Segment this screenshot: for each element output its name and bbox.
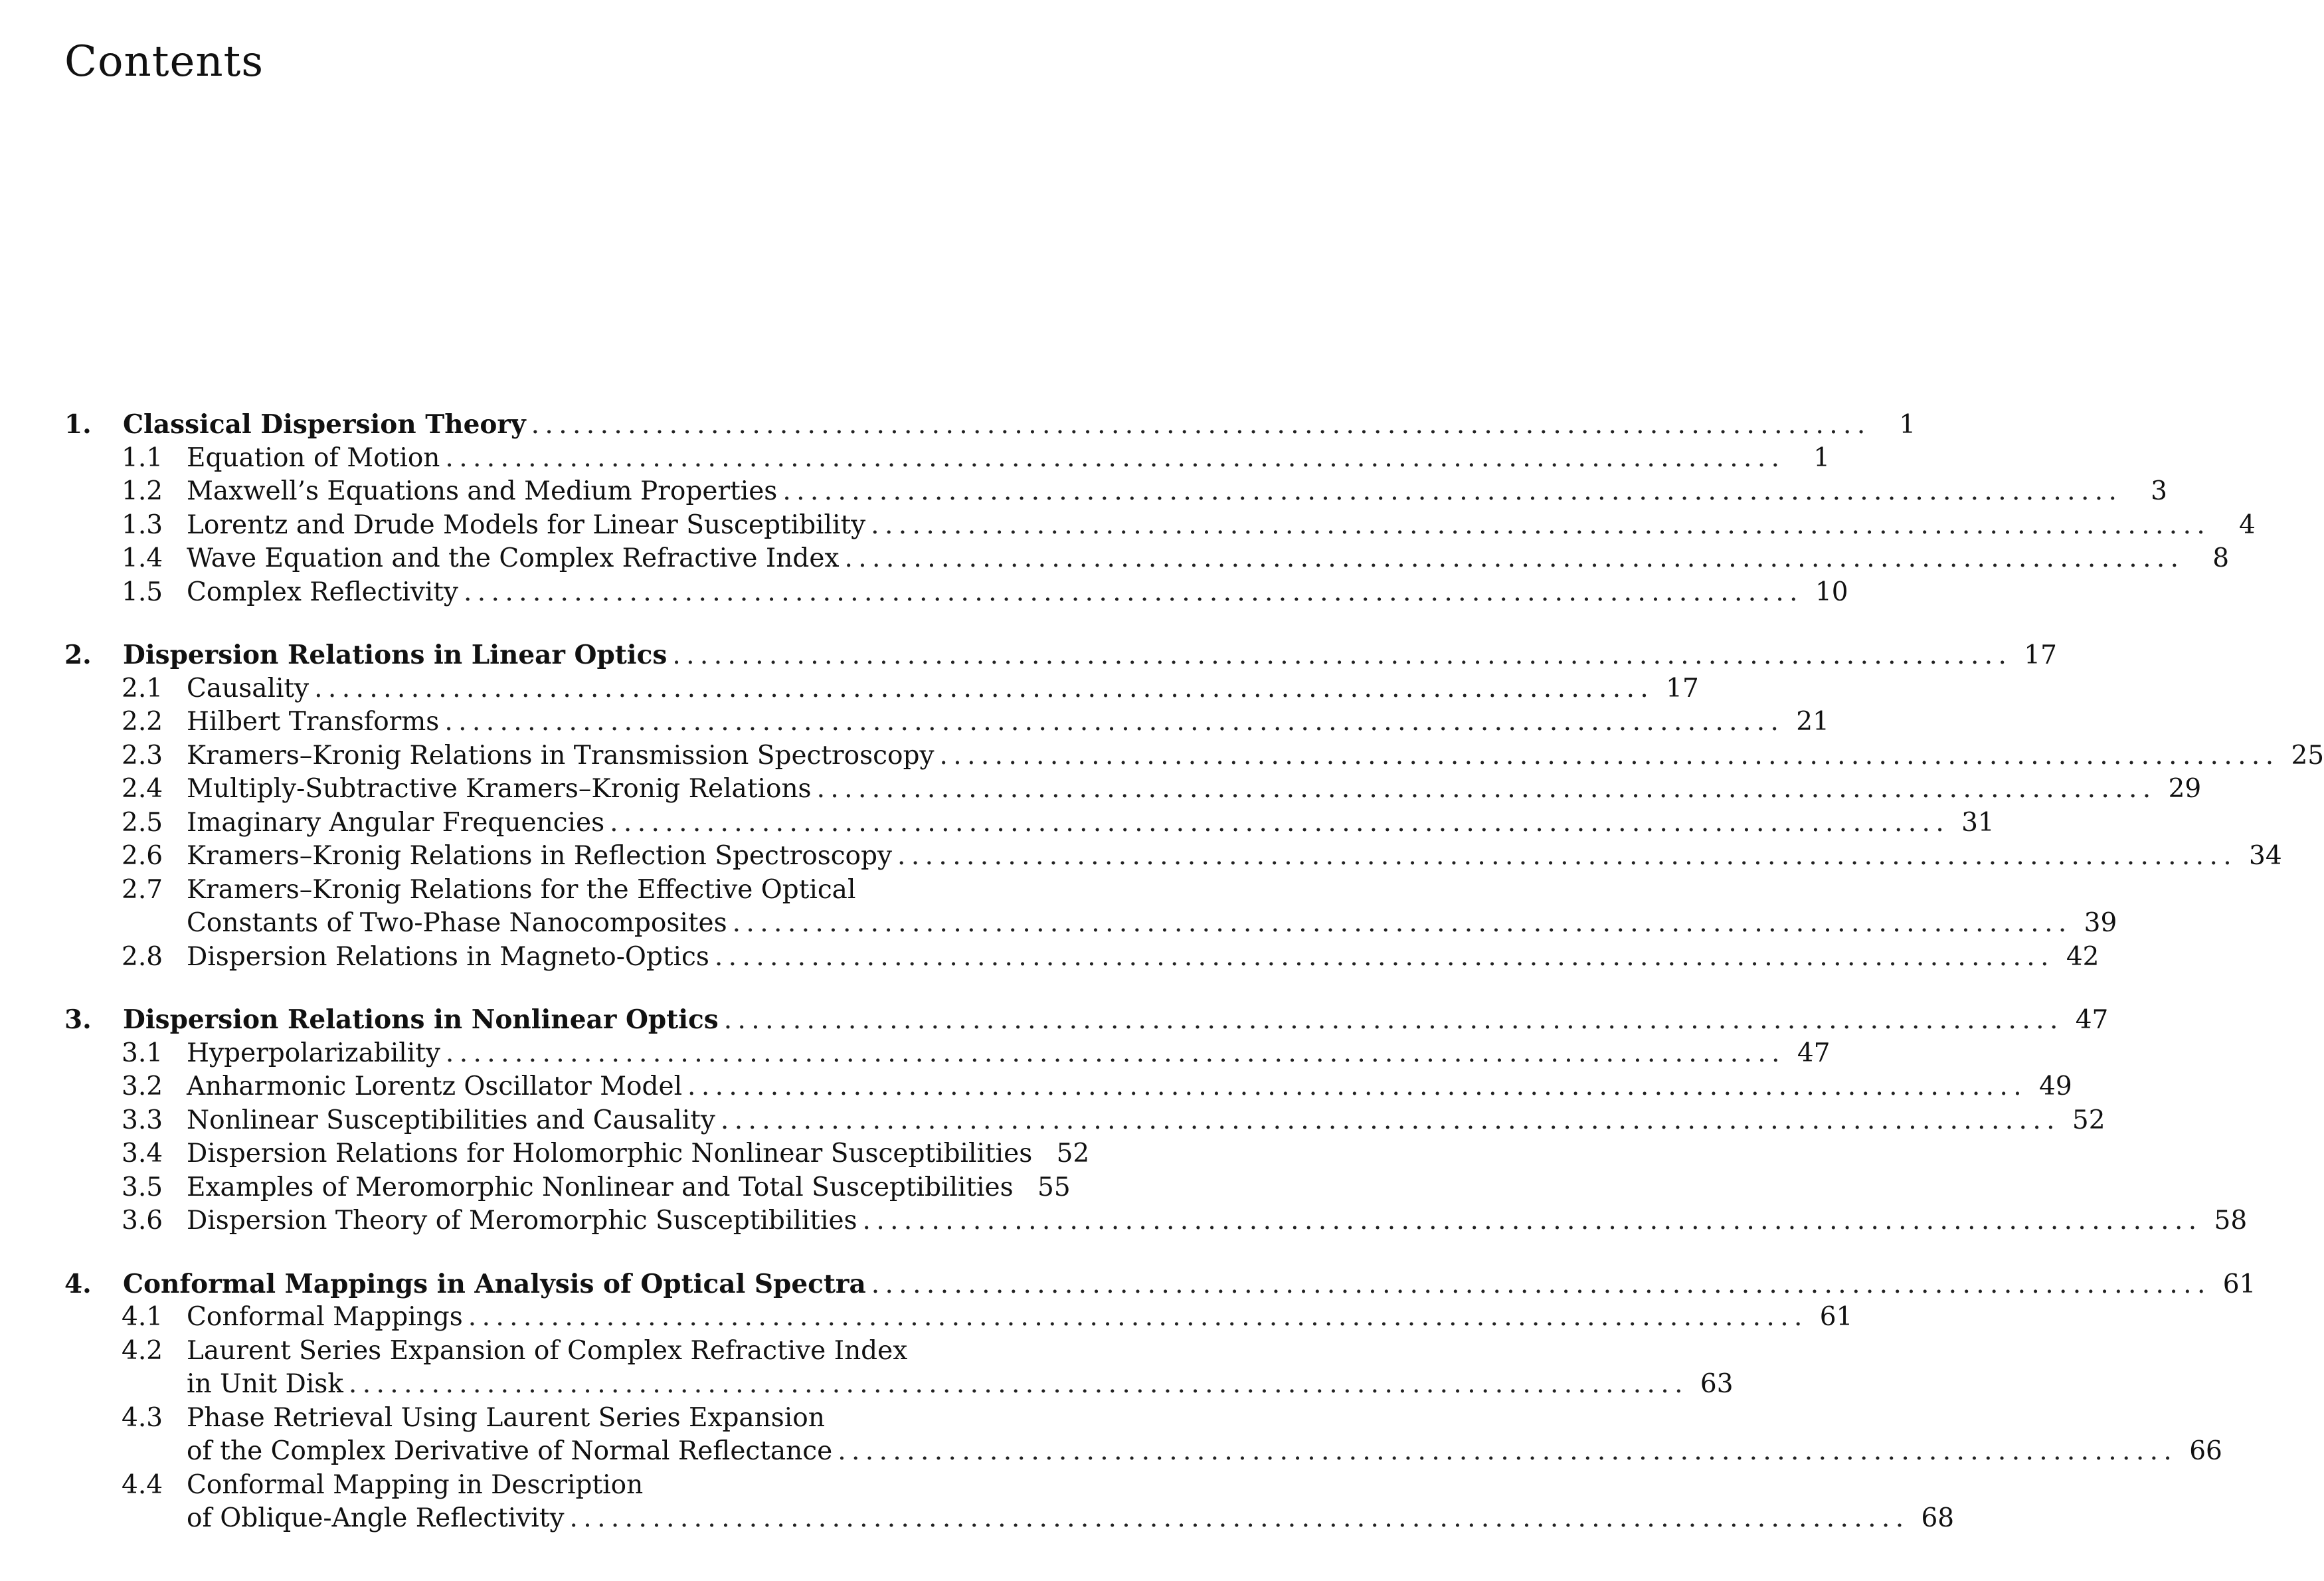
section-title-continued: of Oblique-Angle Reflectivity [187,1503,565,1533]
dot-leader [897,840,2230,874]
dot-leader [444,705,1777,739]
section-number: 3.5 [122,1172,163,1202]
page-number: 1 [1813,442,1831,473]
section-number: 3.3 [122,1105,163,1135]
section-title: Anharmonic Lorentz Oscillator Model [187,1071,683,1101]
page-number: 66 [2189,1436,2222,1466]
page-number: 47 [2075,1005,2109,1035]
section-title: Dispersion Relations for Holomorphic Nonlinear Susceptibilities [187,1139,1033,1168]
section-title: Maxwell’s Equations and Medium Properties [187,476,778,506]
section-number: 4.1 [122,1302,163,1332]
section-title: Kramers–Kronig Relations in Reflection Spectroscopy [187,841,893,871]
section-number: 3.6 [122,1206,163,1236]
toc-section-entry-continued[interactable] [64,907,2117,941]
toc-section-entry[interactable] [64,475,2167,509]
toc-section-entry-continued[interactable] [64,1368,1734,1402]
page-number: 47 [1797,1038,1831,1068]
dot-leader [531,409,1864,442]
dot-leader [468,1301,1801,1335]
dot-leader [446,1037,1779,1071]
page-number: 61 [1819,1302,1853,1332]
section-number: 2.4 [122,774,163,804]
toc-section-entry[interactable] [64,1104,2105,1138]
section-number: 1.3 [122,510,163,540]
toc-section-entry[interactable] [64,1204,2248,1238]
page-number: 68 [1921,1503,1955,1533]
section-title: Dispersion Relations in Magneto-Optics [187,941,709,972]
page-number: 8 [2212,543,2230,573]
dot-leader [871,509,2204,543]
toc-section-entry[interactable] [64,672,1699,706]
page-number: 58 [2214,1206,2248,1236]
dot-leader [721,1104,2054,1138]
chapter-title: Conformal Mappings in Analysis of Optical Spectra [123,1268,866,1299]
section-title: Equation of Motion [187,442,440,473]
chapter-number: 3. [64,1004,92,1035]
page-number: 1 [1899,410,1916,440]
section-number: 2.5 [122,807,163,838]
page-number: 49 [2039,1071,2072,1101]
dot-leader [863,1204,2196,1238]
section-title: Kramers–Kronig Relations for the Effective Optical [187,874,856,905]
page-number: 52 [2072,1105,2105,1135]
page-title: Contents [64,37,264,86]
page-number: 55 [1037,1172,1071,1202]
section-title: Nonlinear Susceptibilities and Causality [187,1105,715,1135]
section-title: Laurent Series Expansion of Complex Refractive Index [187,1335,908,1366]
dot-leader [610,806,1943,840]
page-number: 63 [1700,1369,1734,1399]
section-number: 2.7 [122,874,163,905]
section-title: Kramers–Kronig Relations in Transmission Spectroscopy [187,740,935,771]
section-number: 1.2 [122,476,163,506]
toc-section-entry[interactable] [64,806,1995,840]
dot-leader [733,907,2066,941]
chapter-title: Classical Dispersion Theory [123,409,526,440]
chapter-number: 2. [64,640,92,670]
dot-leader [715,941,2048,975]
page-number: 34 [2249,841,2282,871]
section-number: 2.3 [122,740,163,771]
toc-section-entry[interactable] [64,941,2100,975]
toc-section-entry-continued[interactable] [64,1502,1955,1536]
dot-leader [314,672,1647,706]
toc-section-entry[interactable] [64,840,2282,874]
section-title-continued: Constants of Two-Phase Nanocomposites [187,908,727,938]
section-title: Examples of Meromorphic Nonlinear and Total Susceptibilities [187,1172,1014,1202]
dot-leader [569,1502,1902,1536]
section-title: Phase Retrieval Using Laurent Series Expansion [187,1402,825,1433]
page-number: 17 [2024,640,2057,670]
section-number: 1.1 [122,442,163,473]
chapter-4 [64,1267,2256,1536]
dot-leader [817,773,2150,806]
toc-section-entry[interactable] [64,442,1831,476]
section-number: 1.4 [122,543,163,573]
section-title: Wave Equation and the Complex Refractive Index [187,543,840,573]
section-title: Imaginary Angular Frequencies [187,807,605,838]
dot-leader [782,475,2115,509]
toc-chapter-entry[interactable] [64,1003,2109,1037]
toc-section-entry[interactable] [64,509,2256,543]
section-title-continued: in Unit Disk [187,1369,343,1399]
dot-leader [349,1368,1682,1402]
section-title: Conformal Mapping in Description [187,1469,644,1500]
section-title: Dispersion Theory of Meromorphic Susceptibilities [187,1206,857,1236]
section-title: Lorentz and Drude Models for Linear Susceptibility [187,510,866,540]
dot-leader [687,1070,2020,1104]
toc-section-entry[interactable] [64,874,1008,907]
toc-section-entry[interactable] [64,739,2324,773]
section-number: 4.2 [122,1335,163,1366]
toc-section-entry[interactable] [64,773,2202,806]
toc-section-entry[interactable] [64,1402,1008,1436]
chapter-2 [64,638,2324,974]
page-number: 29 [2168,774,2202,804]
section-title: Causality [187,673,310,703]
section-title: Multiply-Subtractive Kramers–Kronig Relations [187,774,812,804]
section-title: Conformal Mappings [187,1302,463,1332]
chapter-number: 4. [64,1268,92,1299]
section-title: Complex Reflectivity [187,577,458,607]
page-number: 31 [1961,807,1995,838]
section-number: 2.2 [122,707,163,737]
toc-chapter-entry[interactable] [64,1267,2256,1301]
chapter-1 [64,408,2256,609]
page-number: 4 [2238,510,2256,540]
page-number: 21 [1796,707,1829,737]
section-number: 3.4 [122,1139,163,1168]
section-number: 2.6 [122,841,163,871]
section-title-continued: of the Complex Derivative of Normal Reflectance [187,1436,833,1466]
section-number: 1.5 [122,577,163,607]
chapter-title: Dispersion Relations in Linear Optics [123,640,668,670]
toc-section-entry[interactable] [64,1137,1090,1171]
section-number: 4.3 [122,1402,163,1433]
section-number: 2.1 [122,673,163,703]
toc-section-entry[interactable] [64,542,2230,576]
toc-section-entry[interactable] [64,1469,1008,1503]
section-number: 4.4 [122,1469,163,1500]
page-number: 25 [2291,740,2324,771]
chapter-3 [64,1003,2248,1238]
section-title: Hyperpolarizability [187,1038,440,1068]
section-number: 3.2 [122,1071,163,1101]
chapter-number: 1. [64,409,92,440]
page-number: 52 [1056,1139,1090,1168]
dot-leader [844,542,2177,576]
toc-section-entry[interactable] [64,1301,1853,1335]
toc-section-entry[interactable] [64,1335,1008,1368]
dot-leader [838,1435,2171,1469]
page-number: 10 [1815,577,1848,607]
page-number: 39 [2084,908,2117,938]
toc-chapter-entry[interactable] [64,638,2057,672]
page-number: 17 [1666,673,1699,703]
toc-section-entry-continued[interactable] [64,1435,2222,1469]
toc-section-entry[interactable] [64,576,1848,610]
page-number: 3 [2151,476,2167,506]
table-of-contents [64,408,2324,1565]
toc-section-entry[interactable] [64,705,1829,739]
dot-leader [445,442,1778,476]
section-number: 3.1 [122,1038,163,1068]
toc-section-entry[interactable] [64,1037,1831,1071]
toc-section-entry[interactable] [64,1171,1071,1205]
dot-leader [464,576,1797,610]
toc-chapter-entry[interactable] [64,408,1916,442]
dot-leader [672,639,2005,673]
page-number: 42 [2066,941,2100,972]
toc-section-entry[interactable] [64,1070,2072,1104]
dot-leader [940,739,2273,773]
dot-leader [724,1004,2057,1038]
page-number: 61 [2222,1269,2256,1299]
chapter-title: Dispersion Relations in Nonlinear Optics [123,1004,719,1035]
dot-leader [871,1268,2204,1302]
section-number: 2.8 [122,941,163,972]
section-title: Hilbert Transforms [187,707,440,737]
